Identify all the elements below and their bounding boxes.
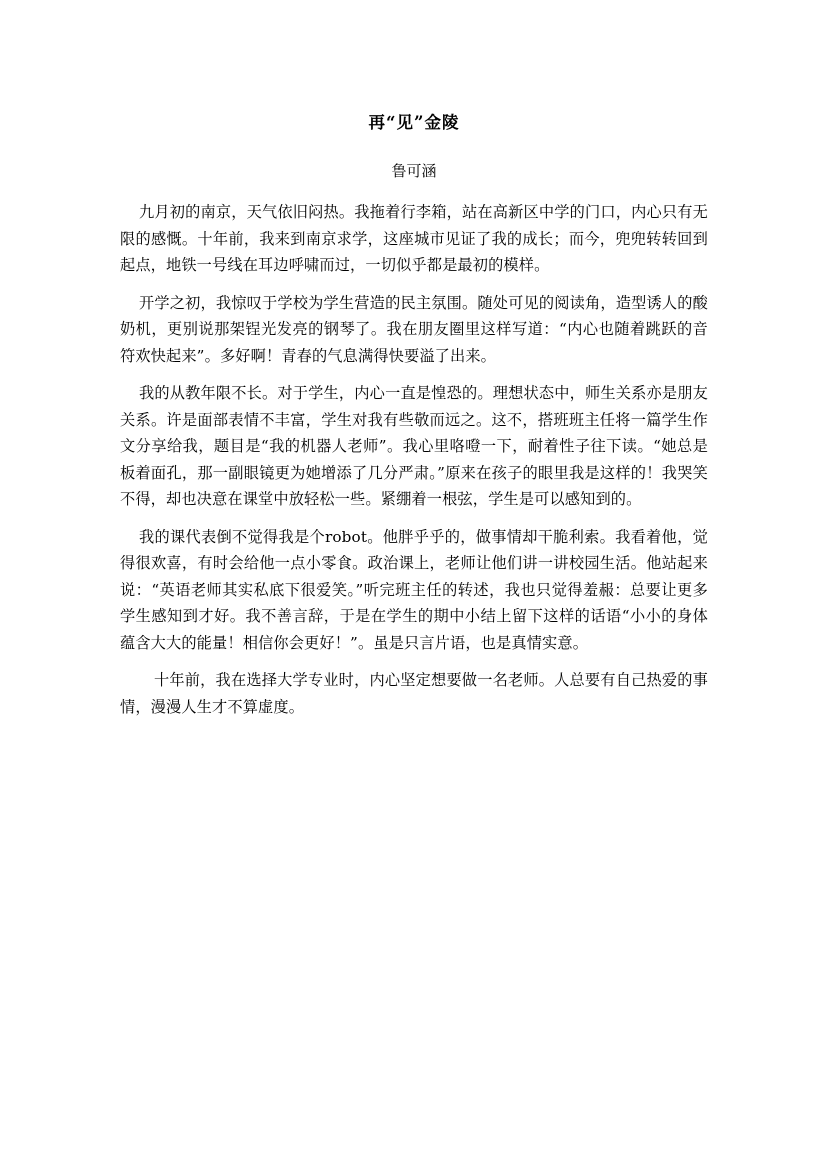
document-author: 鲁可涵: [391, 162, 437, 180]
document-title: 再“见”金陵: [368, 113, 460, 132]
paragraph-2: 开学之初，我惊叹于学校为学生营造的民主氛围。随处可见的阅读角，造型诱人的酸奶机，更别说那架锃光发亮的钢琴了。我在朋友圈里这样写道：“内心也随着跳跃的音符欢快起来”。多好啊！青春的气息满得快要溢了出来。: [120, 293, 708, 365]
paragraph-4: 我的课代表倒不觉得我是个robot。他胖乎乎的，做事情却干脆利索。我看着他，觉得很欢喜，有时会给他一点小零食。政治课上，老师让他们讲一讲校园生活。他站起来说：“英语老师其实私底下很爱笑。”听完班主任的转述，我也只觉得羞赧：总要让更多学生感知到才好。我不善言辞，于是在学生的期中小结上留下这样的话语“小小的身体蕴含大大的能量！相信你会更好！”。虽是只言片语，也是真情实意。: [120, 527, 708, 652]
paragraph-5: 十年前，我在选择大学专业时，内心坚定想要做一名老师。人总要有自己热爱的事情，漫漫人生才不算虚度。: [120, 671, 708, 716]
document-page: [120, 110, 708, 720]
paragraph-1: 九月初的南京，天气依旧闷热。我拖着行李箱，站在高新区中学的门口，内心只有无限的感慨。十年前，我来到南京求学，这座城市见证了我的成长；而今，兜兜转转回到起点，地铁一号线在耳边呼啸而过，一切似乎都是最初的模样。: [120, 203, 708, 274]
paragraph-3: 我的从教年限不长。对于学生，内心一直是惶恐的。理想状态中，师生关系亦是朋友关系。许是面部表情不丰富，学生对我有些敬而远之。这不，搭班班主任将一篇学生作文分享给我，题目是“我的机器人老师”。我心里咯噔一下，耐着性子往下读。“她总是板着面孔，那一副眼镜更为她增添了几分严肃。”原来在孩子的眼里我是这样的！我哭笑不得，却也决意在课堂中放轻松一些。紧绷着一根弦，学生是可以感知到的。: [120, 384, 708, 508]
